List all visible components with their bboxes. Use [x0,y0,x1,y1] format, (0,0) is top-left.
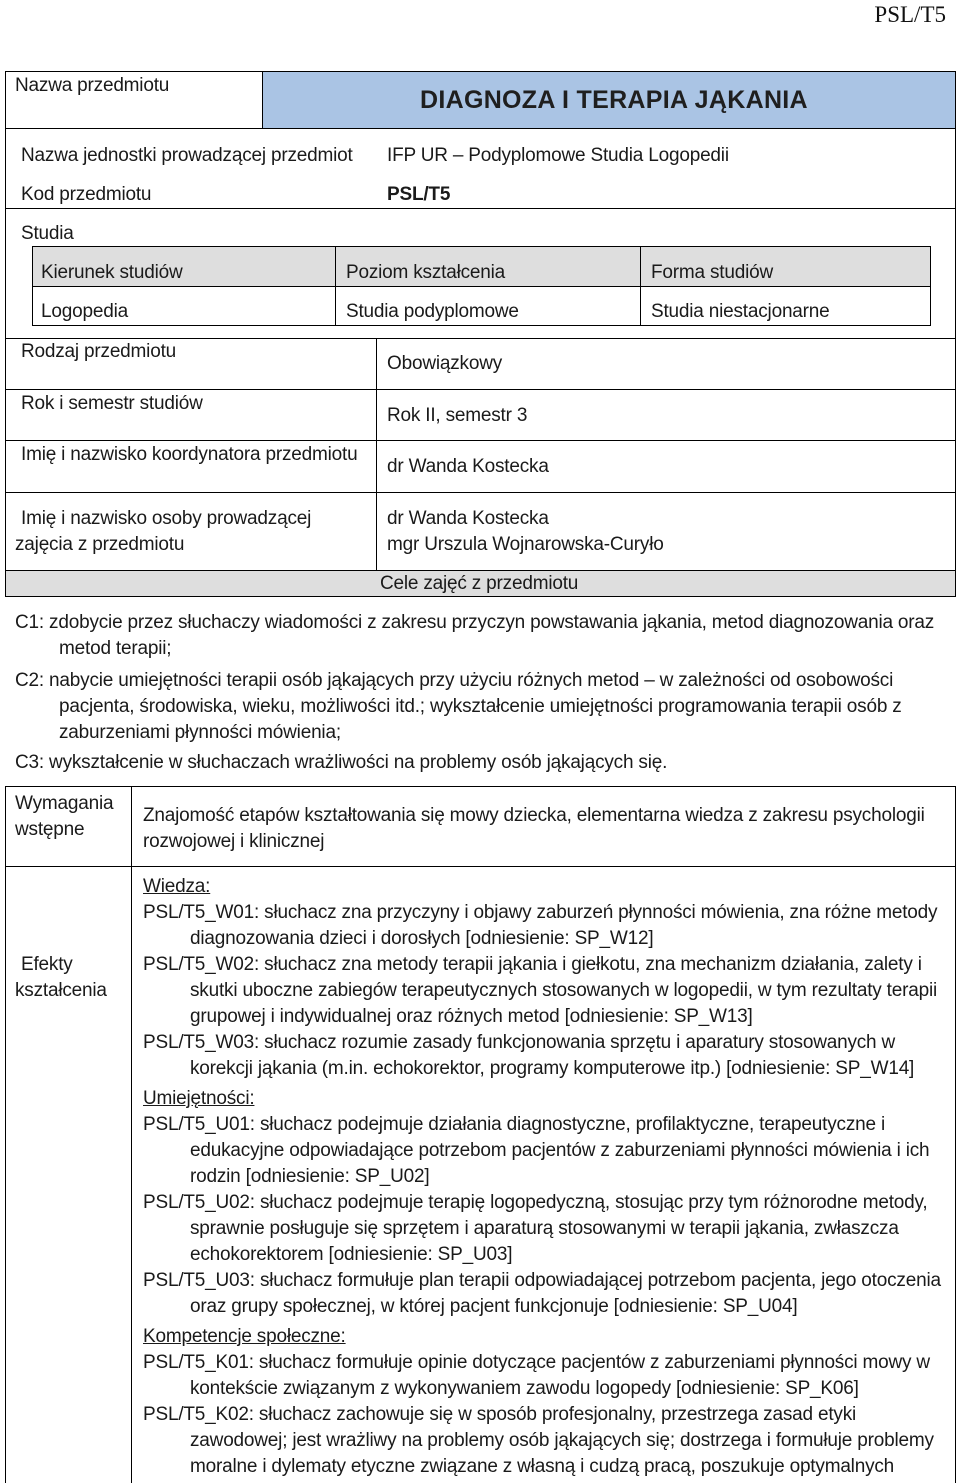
goal-c3-line-1: C3: wykształcenie w słuchaczach wrażliwości na problemy osób jąkających się. [15,752,668,773]
goal-c2-line-2: pacjenta, środowiska, wieku, możliwości itd.; wykształcenie umiejętności programowania terapii osób z [59,696,902,717]
instructor-label-line-1: Imię i nazwisko osoby prowadzącej [21,508,312,529]
table-border [5,208,956,209]
table-border [5,128,6,246]
table-border [376,338,377,571]
unit-value: IFP UR – Podyplomowe Studia Logopedii [387,145,729,166]
coordinator-label: Imię i nazwisko koordynatora przedmiotu [21,444,358,465]
course-code-value: PSL/T5 [387,184,451,205]
table-border [5,338,6,571]
requirements-text-line-2: rozwojowej i klinicznej [143,831,325,852]
coordinator-value: dr Wanda Kostecka [387,456,549,477]
instructor-label-line-2: zajęcia z przedmiotu [15,534,185,555]
course-code-label: Kod przedmiotu [21,184,152,205]
table-border [955,128,956,246]
course-name-label: Nazwa przedmiotu [15,75,170,96]
course-type-label: Rodzaj przedmiotu [21,341,177,362]
instructor-value-line-2: mgr Urszula Wojnarowska-Curyło [387,534,664,555]
table-border [5,71,956,72]
table-border [955,570,956,597]
goal-c1-line-2: metod terapii; [59,638,172,659]
outcome-w02-line-3: grupowej i indywidualnej oraz różnych metod [odniesienie: SP_W13] [190,1006,753,1027]
table-border [5,786,956,787]
table-border [335,246,336,326]
table-border [32,325,931,326]
goal-c2-line-3: zaburzeniami płynności mówienia; [59,722,341,743]
social-competences-title: Kompetencje społeczne: [143,1326,346,1347]
table-border [5,570,6,597]
outcome-w03-line-1: PSL/T5_W03: słuchacz rozumie zasady funkcjonowania sprzętu i aparatury stosowanych w [143,1032,896,1053]
table-border [5,786,6,1483]
outcome-u03-line-1: PSL/T5_U03: słuchacz formułuje plan terapii odpowiadającej potrzebom pacjenta, jego otoczenia [143,1270,941,1291]
unit-label: Nazwa jednostki prowadzącej przedmiot [21,145,353,166]
outcome-u03-line-2: oraz grupy społecznej, w której pacjent funkcjonuje [odniesienie: SP_U04] [190,1296,798,1317]
table-border [32,246,33,326]
goals-list [15,610,934,776]
outcome-k02-line-3: moralne i dylematy etyczne związane z własną i cudzą pracą, poszukuje optymalnych [190,1456,895,1477]
table-border [955,338,956,571]
outcome-u01-line-1: PSL/T5_U01: słuchacz podejmuje działania diagnostyczne, profilaktyczne, terapeutyczne i [143,1114,885,1135]
outcome-u02-line-1: PSL/T5_U02: słuchacz podejmuje terapię logopedyczną, stosując przy tym różnorodne metody, [143,1192,928,1213]
studies-value-level: Studia podyplomowe [346,301,519,322]
requirements-label-line-2: wstępne [15,819,85,840]
table-border [5,389,956,390]
studies-header-field: Kierunek studiów [41,262,183,283]
requirements-label-line-1: Wymagania [15,793,114,814]
outcome-u01-line-2: edukacyjne odpowiadające potrzebom pacjentów z zaburzeniami płynności mówienia i ich [190,1140,930,1161]
studies-label: Studia [21,223,74,244]
table-border [5,492,956,493]
studies-header-form: Forma studiów [651,262,773,283]
studies-value-form: Studia niestacjonarne [651,301,830,322]
outcomes-label-line-1: Efekty [21,954,73,975]
outcome-w01-line-2: diagnozowania dzieci i dorosłych [odniesienie: SP_W12] [190,928,654,949]
skills-title: Umiejętności: [143,1088,255,1109]
studies-value-field: Logopedia [41,301,128,322]
outcome-w01-line-1: PSL/T5_W01: słuchacz zna przyczyny i objawy zaburzeń płynności mówienia, zna różne metody [143,902,938,923]
table-border [5,246,6,339]
goal-c2-line-1: C2: nabycie umiejętności terapii osób jąkających przy użyciu różnych metod – w zależności od osobowości [15,670,894,691]
course-title: DIAGNOZA I TERAPIA JĄKANIA [420,86,808,114]
table-border [955,786,956,1483]
instructor-value-line-1: dr Wanda Kostecka [387,508,549,529]
table-border [5,440,956,441]
year-semester-label: Rok i semestr studiów [21,393,203,414]
goal-c1-line-1: C1: zdobycie przez słuchaczy wiadomości z zakresu przyczyn powstawania jąkania, metod diagnozowania oraz [15,612,935,633]
table-border [5,866,956,867]
outcome-k01-line-1: PSL/T5_K01: słuchacz formułuje opinie dotyczące pacjentów z zaburzeniami płynności mowy w [143,1352,930,1373]
knowledge-title: Wiedza: [143,876,211,897]
requirements-text-line-1: Znajomość etapów kształtowania się mowy dziecka, elementarna wiedza z zakresu psychologii [143,805,925,826]
outcome-w02-line-1: PSL/T5_W02: słuchacz zna metody terapii jąkania i giełkotu, zna mechanizm działania, zalety i [143,954,922,975]
outcome-u02-line-3: echokorektorem [odniesienie: SP_U03] [190,1244,513,1265]
outcome-u02-line-2: sprawnie posługuje się sprzętem i aparaturą stosowanymi w terapii jąkania, zwłaszcza [190,1218,899,1239]
page-header-code: PSL/T5 [874,2,946,27]
outcomes-list [143,874,941,1480]
table-border [5,71,6,128]
goals-title: Cele zajęć z przedmiotu [380,573,579,594]
outcome-k02-line-2: zawodowej; jest wrażliwy na problemy osób jąkających się; dostrzega i formułuje problemy [190,1430,934,1451]
table-border [955,246,956,339]
table-border [131,786,132,1483]
studies-header-level: Poziom kształcenia [346,262,506,283]
table-border [640,246,641,326]
outcome-w03-line-2: korekcji jąkania (m.in. echokorektor, programy komputerowe itp.) [odniesienie: SP_W14] [190,1058,915,1079]
table-border [955,71,956,128]
table-border [32,286,931,287]
outcome-k02-line-1: PSL/T5_K02: słuchacz zachowuje się w sposób profesjonalny, przestrzega zasad etyki [143,1404,857,1425]
outcomes-label-line-2: kształcenia [15,980,107,1001]
course-type-value: Obowiązkowy [387,353,503,374]
table-border [930,246,931,326]
outcome-w02-line-2: skutki uboczne zabiegów terapeutycznych stosowanych w logopedii, w tym rezultaty terapii [190,980,938,1001]
table-border [32,246,931,247]
table-border [5,128,956,129]
outcome-u01-line-3: rodzin [odniesienie: SP_U02] [190,1166,430,1187]
table-border [262,71,263,128]
year-semester-value: Rok II, semestr 3 [387,405,528,426]
outcome-k01-line-2: kontekście związanym z wykonywaniem zawodu logopedy [odniesienie: SP_K06] [190,1378,859,1399]
